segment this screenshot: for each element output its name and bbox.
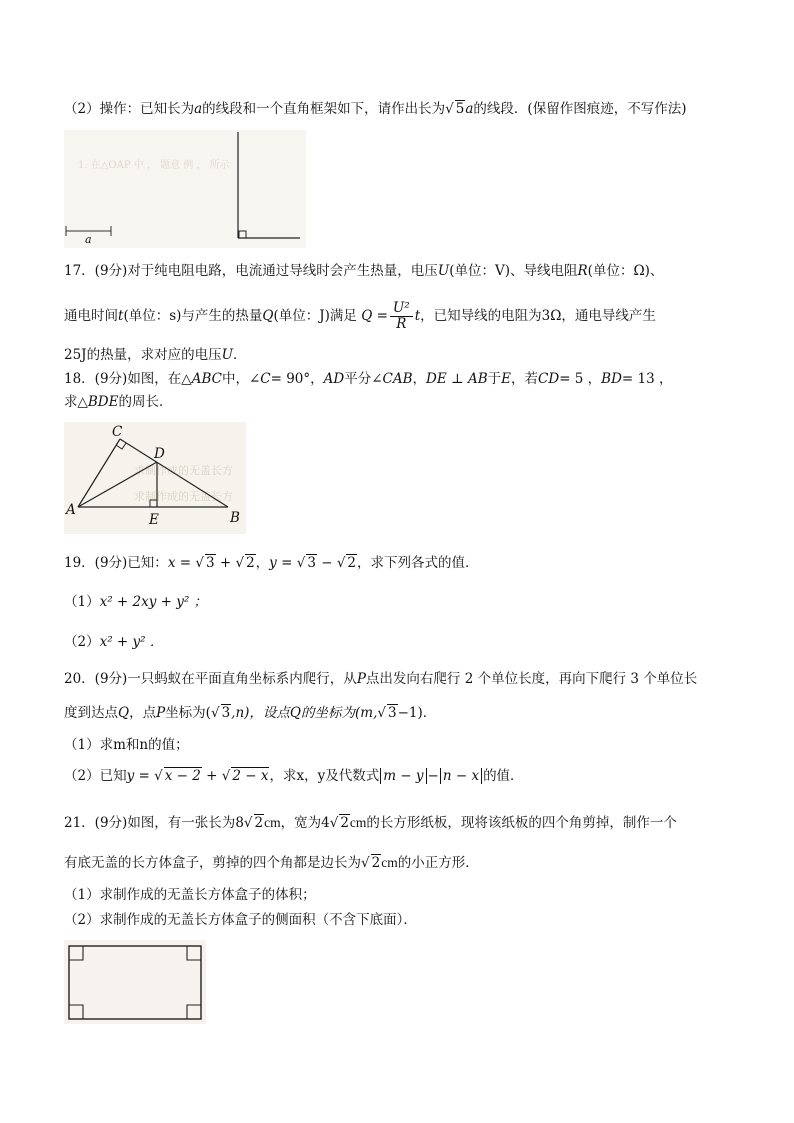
q21-cardboard-figure <box>64 940 206 1024</box>
vertex-label-b: B <box>230 510 240 526</box>
formula-fraction: $\frac{\text{U²}}{R}$ <box>390 301 413 332</box>
figure-faded-text: 1. 在△OAP 中 ， 题意 例 ， 所示 <box>78 160 230 171</box>
q16-figure-drawing <box>64 130 306 248</box>
q21-cardboard-drawing <box>64 940 206 1024</box>
q18-line2: 求△BDE的周长． <box>64 394 173 410</box>
vertex-label-a: A <box>66 502 76 518</box>
q17-line1: 17．(9分)对于纯电阻电路，电流通过导线时会产生热量，电压U(单位：V)、导线电阻R(单位：Ω)、 <box>64 263 664 279</box>
q19-sub1: （1）x² + 2xy + y² ； <box>64 594 208 610</box>
q21-line1: 21．(9分)如图，有一张长为8√ 2cm，宽为4√ 2cm的长方形纸板，现将该纸板的四个角剪掉，制作一个 <box>64 815 677 831</box>
vertex-label-d: D <box>154 446 165 462</box>
q17-line3: 25J的热量，求对应的电压U． <box>64 347 247 363</box>
q20-line1: 20．(9分)一只蚂蚁在平面直角坐标系内爬行，从P点出发向右爬行 2 个单位长度，再向下爬行 3 个单位长 <box>64 671 698 687</box>
q21-sub1: （1）求制作成的无盖长方体盒子的体积； <box>64 887 316 903</box>
q16-figure-segment-and-right-angle <box>64 130 306 248</box>
figure-faded-text-2: 求制作成的无盖长方 <box>134 490 233 503</box>
vertex-label-e: E <box>149 512 159 528</box>
q20-line2: 度到达点Q，点P坐标为(√ 3,n)，设点Q的坐标为(m,√ 3−1)． <box>64 705 437 721</box>
segment-label-a: a <box>85 233 92 246</box>
q19-stem: 19．(9分)已知：x = √ 3 + √ 2，y = √ 3 − √ 2，求下列各式的值． <box>64 555 479 571</box>
q21-line2: 有底无盖的长方体盒子，剪掉的四个角都是边长为√ 2cm的小正方形． <box>64 855 479 871</box>
figure-faded-text-1: 求制作成的无盖长方 <box>134 464 233 477</box>
q20-sub1: （1）求m和n的值； <box>64 737 189 753</box>
vertex-label-c: C <box>112 424 123 440</box>
q16-part2-text: （2）操作：已知长为a的线段和一个直角框架如下，请作出长为√ 5a的线段．(保留作图痕迹，不写作法) <box>64 101 687 117</box>
q21-sub2: （2）求制作成的无盖长方体盒子的侧面积（不含下底面）． <box>64 912 417 928</box>
q19-sub2: （2）x² + y² ． <box>64 634 164 650</box>
q18-line1: 18．(9分)如图，在△ABC中，∠C= 90°，AD平分∠CAB，DE ⊥ AB于E，若CD= 5 ，BD= 13 ， <box>64 371 673 387</box>
q18-triangle-figure <box>64 422 246 534</box>
q20-sub2: （2）已知y = √ x − 2 + √ 2 − x，求x，y及代数式 m − y − n − x 的值． <box>64 768 524 784</box>
q17-line2: 通电时间t(单位：s)与产生的热量Q(单位：J)满足 Q = $\frac{\text{U²}}{R}$ t，已知导线的电阻为3Ω，通电导线产生 <box>64 300 656 332</box>
